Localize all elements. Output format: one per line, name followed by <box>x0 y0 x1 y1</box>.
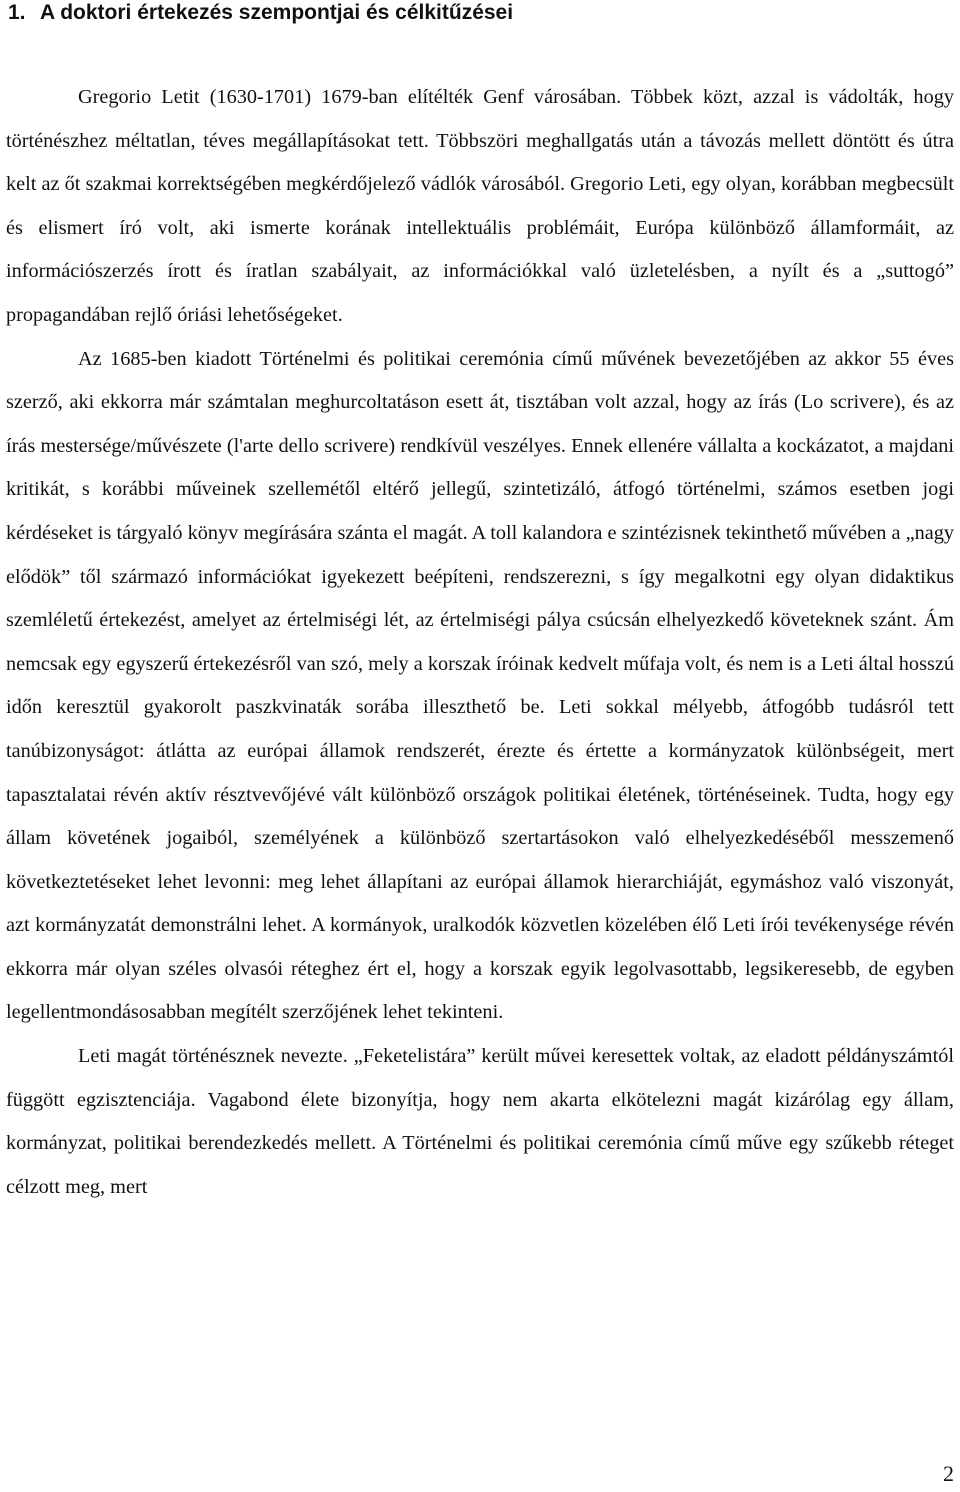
paragraph-3: Leti magát történésznek nevezte. „Feketelistára” került művei keresettek voltak, az eladott példányszámtól függött egzisztenciája. Vagabond élete bizonyítja, hogy nem akarta elkötelezni magát kizárólag egy állam, kormányzat, politikai berendezkedés mellett. A Történelmi és politikai ceremónia című műve egy szűkebb réteget célzott meg, mert <box>6 1045 954 1198</box>
section-heading <box>8 0 513 26</box>
section-number: 1. <box>8 1 26 24</box>
paragraph-2: Az 1685-ben kiadott Történelmi és politikai ceremónia című művének bevezetőjében az akkor 55 éves szerző, aki ekkorra már számtalan meghurcoltatáson esett át, tisztában volt azzal, hogy az írás (Lo scrivere), és az írás mestersége/művészete (l'arte dello scrivere) rendkívül veszélyes. Ennek ellenére vállalta a kockázatot, a majdani kritikát, s korábbi műveinek szellemétől eltérő jellegű, szintetizáló, átfogó történelmi, számos esetben jogi kérdéseket is tárgyaló könyv megírására szánta el magát. A toll kalandora e szintézisnek tekinthető művében a „nagy elődök” től származó információkat igyekezett beépíteni, rendszerezni, s így megalkotni egy olyan didaktikus szemléletű értekezést, amelyet az értelmiségi lét, az értelmiségi pálya csúcsán elhelyezkedő követeknek szánt. Ám nemcsak egy egyszerű értekezésről van szó, mely a korszak íróinak kedvelt műfaja volt, és nem is a Leti által hosszú időn keresztül gyakorolt paszkvinaták sorába illeszthető be. Leti sokkal mélyebb, átfogóbb tudásról tett tanúbizonyságot: átlátta az európai államok rendszerét, érezte és értette a kormányzatok különbségeit, mert tapasztalatai révén aktív résztvevőjévé vált különböző országok politikai életének, történéseinek. Tudta, hogy egy állam követének jogaiból, személyének a különböző szertartásokon való elhelyezkedéséből messzemenő következtetéseket lehet levonni: meg lehet állapítani az európai államok hierarchiáját, egymáshoz való viszonyát, azt kormányzatát demonstrálni lehet. A kormányok, uralkodók közvetlen közelében élő Leti írói tevékenysége révén ekkorra már olyan széles olvasói réteghez ért el, hogy a korszak egyik legolvasottabb, legsikeresebb, de egyben legellentmondásosabban megítélt szerzőjének lehet tekinteni. <box>6 347 954 1024</box>
body-text <box>6 76 954 1209</box>
section-title: A doktori értekezés szempontjai és célkitűzései <box>40 1 514 24</box>
paragraph-1: Gregorio Letit (1630-1701) 1679-ban elítélték Genf városában. Többek közt, azzal is vádolták, hogy történészhez méltatlan, téves megállapításokat tett. Többszöri meghallgatás után a távozás mellett döntött és útra kelt az őt szakmai korrektségében megkérdőjelező vádlók városából. Gregorio Leti, egy olyan, korábban megbecsült és elismert író volt, aki ismerte korának intellektuális problémáit, Európa különböző államformáit, az információszerzés írott és íratlan szabályait, az információkkal való üzletelésben, a nyílt és a „suttogó” propagandában rejlő óriási lehetőségeket. <box>6 86 954 326</box>
page-number: 2 <box>943 1461 954 1486</box>
